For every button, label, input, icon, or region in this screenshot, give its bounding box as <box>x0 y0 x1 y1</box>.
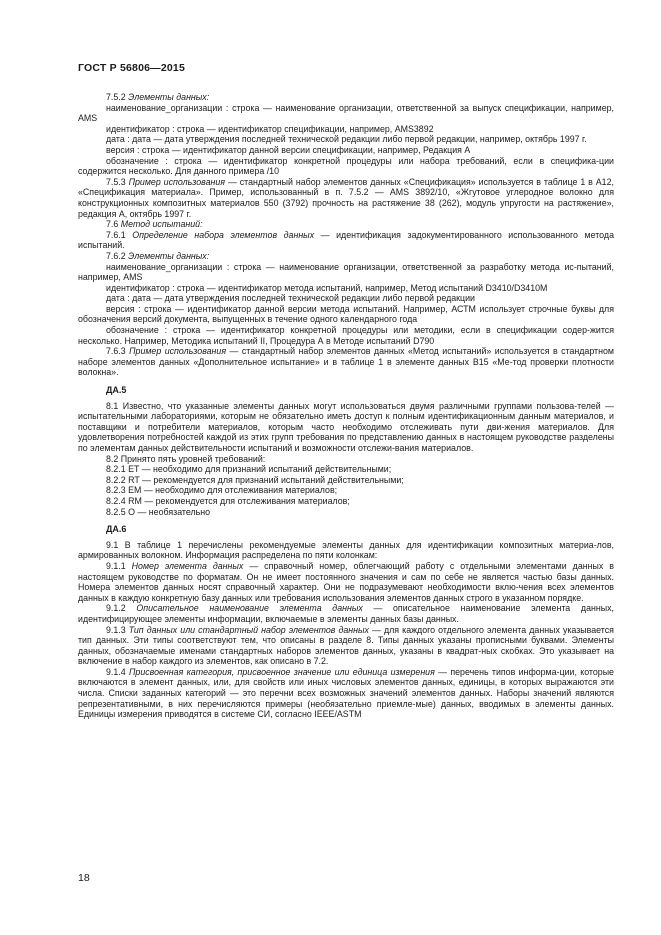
text-run: — стандартный набор элементов данных «Спецификация» используется в таблице 1 в А12, «Спецификация материала». Пример, использованный в п. 7.5.2 — AMS 3892/10, «Жгутовое углеродное волокно для конструкционных композитных материалов 550 (3792) прочность на растяжение 38 (262), модуль упругости на растяжение», редакция А, октябрь 1997 г. <box>78 176 614 219</box>
paragraph <box>78 625 614 667</box>
text-run: 7.6.3 <box>106 346 130 357</box>
text-run: обозначение : строка — идентификатор конкретной процедуры или методики, если в спецификации содер-жится несколько. Например, Методика испытаний II, Процедура А в Методе испытаний D790 <box>78 325 614 346</box>
text-run: 9.1.3 <box>106 624 129 635</box>
paragraph <box>78 325 614 346</box>
text-run: — описательное наименование элемента данных, идентифицирующее элементы информации, включаемые в элементы данных базы данных. <box>78 603 614 624</box>
paragraph <box>78 251 614 262</box>
section-heading <box>78 385 614 396</box>
paragraph <box>78 124 614 135</box>
italic-term: Присвоенная категория, присвоенное значение или единица измерения <box>129 666 435 677</box>
text-run: наименование_организации : строка — наименование организации, ответственной за разработку метода ис-пытаний, например, AMS <box>78 261 614 283</box>
text-run: 8.2.2 RT — рекомендуется для признаний испытаний действительными; <box>106 474 404 485</box>
italic-term: Элементы данных: <box>128 250 210 261</box>
paragraph <box>78 485 614 496</box>
text-run: 7.5.2 <box>106 92 129 102</box>
text-run: 7.5.3 <box>106 176 129 187</box>
paragraph <box>78 103 614 124</box>
text-run: наименование_организации : строка — наименование организации, ответственной за выпуск спецификации, например, AMS <box>78 102 614 124</box>
paragraph <box>78 262 614 283</box>
section-heading <box>78 524 614 535</box>
text-run: 7.6.2 <box>106 250 129 261</box>
text-run: — перечень типов информа-ции, которые включаются в элемент данных, или, для свойств или иных числовых элементов данных, единицы, в которых выражаются эти числа. Списки заданных категорий — это перечни всех возможных значений элементов данных. Наборы значений являются репрезентативными, в них перечисляются примеры (необязательно приемле-мые) данных, вводимых в элементы данных. Единицы измерения приводятся в системе СИ, согласно IEEE/ASTM <box>78 666 614 720</box>
text-run: идентификатор : строка — идентификатор метода испытаний, например, Метод испытаний D3410/D3410M <box>106 282 548 293</box>
paragraph <box>78 475 614 486</box>
paragraph <box>78 145 614 156</box>
text-run: версия : строка — идентификатор данной версии спецификации, например, Редакция А <box>106 144 471 155</box>
paragraph <box>78 507 614 518</box>
paragraph <box>78 496 614 507</box>
paragraph <box>78 134 614 145</box>
text-run: 9.1.4 <box>106 666 129 677</box>
text-run: 7.6 <box>106 219 121 230</box>
text-run: 8.2.5 О — необязательно <box>106 506 211 517</box>
text-run: 7.6.1 <box>106 229 133 240</box>
text-run: 8.2.4 RM — рекомендуется для отслеживания материалов; <box>106 495 350 506</box>
paragraph <box>78 667 614 720</box>
paragraph <box>78 92 614 103</box>
text-run: 9.1.2 <box>106 603 137 614</box>
paragraph <box>78 603 614 624</box>
page-number: 18 <box>78 872 90 884</box>
text-run: — для каждого отдельного элемента данных указывается тип данных. Эти типы соответствуют тем, что описаны в разделе 8. Типы данных указаны прописными буквами. Элементы данных, обозначаемые именами стандартных наборов элементов данных, указаны в квадрат-ных скобках. Это указывает на включение в набор каждого из элементов, как описано в 7.2. <box>78 624 614 667</box>
text-run: обозначение : строка — идентификатор конкретной процедуры или набора требований, если в специфика-ции содержится несколько. Для данного примера /10 <box>78 155 614 177</box>
italic-term: Пример использования <box>129 346 227 357</box>
paragraph <box>78 293 614 304</box>
text-run: идентификатор : строка — идентификатор спецификации, например, AMS3892 <box>106 123 434 134</box>
italic-term: Элементы данных: <box>128 92 210 102</box>
italic-term: Описательное наименование элемента данных <box>136 603 363 614</box>
text-run: дата : дата — дата утверждения последней технической редакции либо первой редакции <box>106 293 475 304</box>
paragraph <box>78 561 614 603</box>
italic-term: Тип данных или стандартный набор элементов данных <box>128 624 369 635</box>
italic-term: Определение набора элементов данных <box>132 229 315 240</box>
document-body <box>78 92 614 720</box>
text-run: ДА.5 <box>106 385 127 396</box>
text-run: ДА.6 <box>106 524 127 535</box>
paragraph <box>78 540 614 561</box>
italic-term: Метод испытаний: <box>120 219 203 230</box>
paragraph <box>78 219 614 230</box>
paragraph <box>78 464 614 475</box>
text-run: дата : дата — дата утверждения последней технической редакции либо первой редакции, например, октябрь 1997 г. <box>106 134 587 145</box>
text-run: — справочный номер, облегчающий работу с отдельными элементами данных в настоящем руководстве по форматам. Он не имеет постоянного значения и сам по себе не является частью базы данных. Номера элементов данных носят справочный характер. Они не подразумевают необходимости вклю-чения всех элементов данных в каждую конкретную базу данных или требования использования элементов данных строго в указанном порядке. <box>78 560 614 603</box>
italic-term: Пример использования <box>128 176 226 187</box>
paragraph <box>78 156 614 177</box>
text-run: 8.1 Известно, что указанные элементы данных могут использоваться двумя различными группами пользова-телей — испытательными лабораториями, которым не обязательно иметь доступ к полным идентификационным данным материалов, и поставщики и потребители материалов, которым часто необходимо отслеживать пути дви-жения материалов. Для удовлетворения потребностей каждой из этих групп требования по представлению данных в настоящем руководстве разделены по элементам данных действительности испытаний и возможности отслежи-вания материалов. <box>78 400 614 453</box>
text-run: — стандартный набор элементов данных «Метод испытаний» используется в стандартном наборе элементов данных «Дополнительное испытание» и в таблице 1 в элементе данных B15 «Ме-тод проверки плотности волокна». <box>78 346 614 378</box>
text-run: 8.2.1 ET — необходимо для признаний испытаний действительными; <box>106 464 392 475</box>
paragraph <box>78 230 614 251</box>
document-header: ГОСТ Р 56806—2015 <box>78 62 186 74</box>
text-run: — идентификация задокументированного использованного метода испытаний. <box>78 229 614 251</box>
italic-term: Номер элемента данных <box>131 560 244 571</box>
paragraph <box>78 346 614 378</box>
text-run: 8.2.3 EM — необходимо для отслеживания материалов; <box>106 485 338 496</box>
text-run: 9.1.1 <box>106 560 132 571</box>
paragraph <box>78 454 614 465</box>
paragraph <box>78 304 614 325</box>
paragraph <box>78 177 614 219</box>
paragraph <box>78 283 614 294</box>
paragraph <box>78 401 614 454</box>
text-run: 8.2 Принято пять уровней требований: <box>106 453 266 464</box>
text-run: 9.1 В таблице 1 перечислены рекомендуемые элементы данных для идентификации композитных материа-лов, армированных волокном. Информация распределена по пяти колонкам: <box>78 539 614 561</box>
text-run: версия : строка — идентификатор данной версии метода испытаний. Например, АСТМ использует строчные буквы для обозначения версий документа, выпущенных в течение одного календарного года <box>78 303 614 325</box>
